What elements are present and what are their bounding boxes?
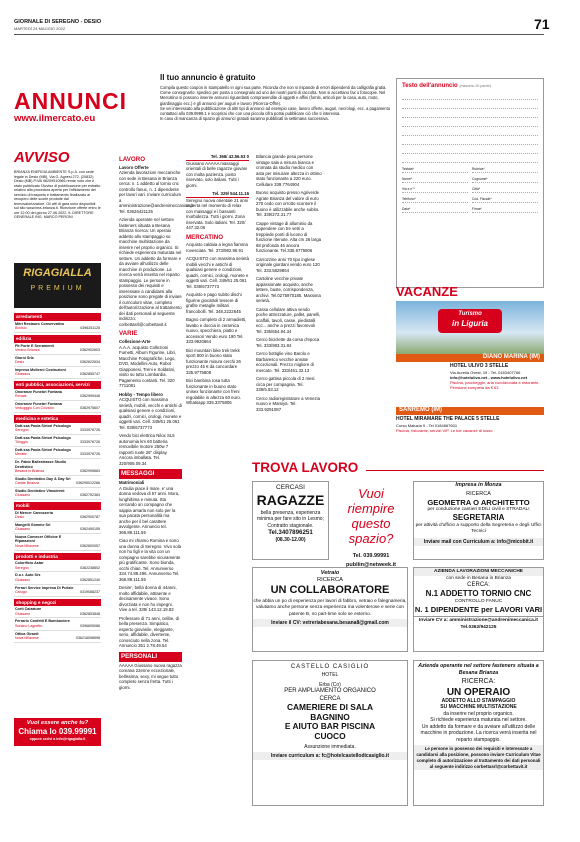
entry-location: Nova Milanese — [15, 544, 39, 549]
directory-section: mobili — [14, 502, 101, 510]
liguria-banner — [396, 301, 544, 354]
directory-entry[interactable] — [14, 618, 101, 630]
ad: Professore di 71 anni, celibe, di bella presenza. Simpatico, esperto giovanile, eleggante, serio, affidabile, divertente, conosciuto nella zona. Tel. Annuncio 351 2.78.49.54 — [119, 615, 179, 649]
field-nome[interactable]: Nome* — [402, 177, 468, 183]
entry-phone: 0362902603 — [80, 348, 100, 353]
entry-name: Ottica Girardi — [15, 631, 39, 636]
entry-location: Renate — [15, 394, 27, 399]
entry-location: Seregno — [15, 565, 29, 570]
ad: ACQUISTO con massima serietà, mobili, vecchi e antichi di qualsiasi genere e condizioni, quadri, cornici, orologi, monete e oggetti vari. Cell. 349/61 25.061 Tel. 039/6737773 — [119, 397, 182, 430]
entry-location: Nova Milanese — [15, 636, 39, 641]
entry-phone: 0362851240 — [80, 578, 100, 583]
entry-location: Giussano — [15, 493, 31, 498]
entry-phone: 0396251125 — [80, 326, 100, 331]
directory-entry[interactable] — [14, 367, 101, 379]
sub-collezione: Collezione-Arte — [119, 339, 151, 345]
phone: Tel. 366/ 42.56.53 0 — [186, 154, 249, 161]
ad-coupon-form[interactable] — [396, 78, 544, 288]
entry-phone: 0362238802 — [80, 565, 100, 570]
ad: Bici bambina rosa tutta funzionante in buono stato unisex funzionante con freni regolabile in altezza 60 euro. Whatsapp 335.3375806 — [186, 378, 241, 406]
rigagialla-logo: RIGAGIALLA PREMIUM — [14, 263, 101, 308]
free-ad-p1: Compila questo coupon in stampatello in ogni sua parte. Riconda che non si rispande di errori dipendenti da calligrafia gratia. — [160, 85, 387, 90]
entry-phone: 3333976726 — [80, 440, 100, 445]
entry-location: Carate Brianza — [15, 481, 39, 486]
field-codfiscale[interactable]: Cod. Fiscale* — [472, 197, 538, 203]
business-directory — [14, 311, 101, 643]
directory-entry[interactable] — [14, 476, 101, 488]
ad: Vendo bici elettrica Nilox SL5 autonomia km 60 batteria removibile motore 250w 7 rapporti ruote 26'' display. Ancora imballata. Tel. 320/908.09.34 — [119, 433, 175, 466]
field-telefono[interactable]: Telefono* — [402, 197, 468, 203]
directory-section: enti pubblici, associazioni, servizi — [14, 381, 101, 389]
operaio-stampaggio-ad: Azienda operante nel settore fasteners situata a Besana Brianza RICERCA: UN OPERAIO ADDETTO ALLO STAMPAGGIO SU MACCHINE MULTISTAZIONE da inserire nel proprio organico. Si richiede esperienza maturata nel settore. Un addetto da formare e da avviare all'utilizzo delle macchine in produzione. La ricerca verrà inserita nel reparto stampaggio. Le persone in possesso dei requisiti e interessate a candidarsi alla posizione, possono inviare Curriculum Vitae completo di autorizzazione al trattamento dei dati personali al seguente indirizzo corbettasrl@corbettavit.it — [413, 660, 544, 806]
section-personali: PERSONALI — [119, 652, 182, 662]
field-via[interactable]: Via e n°* — [402, 187, 468, 193]
entry-phone: 0362853848 — [80, 611, 100, 616]
ad: A.A.A. acquisto Collezioni Fumetti, Album Figurine, Libri, Macchine Fotografiche, Lego, DVD, Modellini Auto, Robot Giapponesi, Treni e Soldatini, visito su tutto Lombardia. Pagamento contanti. Tel. 320 7711081 — [119, 344, 177, 389]
directory-entry[interactable] — [14, 459, 101, 476]
ad: Cerco bottiglie vino Barolo e Barbaresco vecchie annate eccezionali. Prezzo migliore di mercato. Tel. 333/461.32.13 — [256, 351, 314, 373]
advertise-promo[interactable]: Vuoi riempire questo spazio? Tel. 039.99991 publiin@netweek.it — [334, 481, 408, 560]
ad: Cassa cellulare attiva vendo poche attrezzature, pallet, panelli, scaffali, tavoli, casse, piedistalli ecc... anche a prezzi favorevoli Tel. 335/654.94.34 — [256, 306, 321, 334]
directory-entry[interactable] — [14, 560, 101, 572]
vetraio-ad: Vetraio RICERCA UN COLLABORATORE che abbia un po di esperienza per lavori di fabbro, vetraio e falegnameria, valutiamo anche persone senza esperienza ma volenterose e serie con patente B, no part-time solo se esterno. Inviare il CV: vetreriabesana.besana8@gmail.com — [252, 567, 408, 652]
directory-entry[interactable] — [14, 631, 101, 643]
section-title-annunci: ANNUNCI — [14, 88, 128, 114]
entry-location: Desio — [15, 360, 25, 365]
field-rubrica[interactable]: Rubrica* — [472, 167, 538, 173]
coupon-line[interactable] — [402, 100, 538, 109]
entry-name: Di Mercer Carrozzeria — [15, 510, 53, 515]
entry-location: Verano Brianza — [15, 348, 40, 353]
entry-location: Besana in Brianza — [15, 469, 45, 474]
ad: A Giulia piace il mare, e' una donna vedova di 57 anni. Mora, lunghiltima e minuta. Sta cercando un compagno che sappia amarla non solo per la sua pacata personalità ma anche per il bel carattere avvolgente. Annuncio tel. 366.89.111.55 — [119, 485, 180, 535]
entry-phone: 0362855747 — [80, 372, 100, 377]
field-data[interactable]: Data* — [402, 207, 468, 213]
entry-name: D.o.r. Auto Srs — [15, 573, 41, 578]
classified-column-1 — [119, 154, 193, 693]
directory-cta[interactable]: Vuoi essere anche tu? Chiama lo 039.99991 oppure scrivi a info@rigagialla.it — [14, 718, 101, 746]
entry-phone: 036295012266 — [76, 481, 100, 486]
ad: Azienda lavorazioni meccaniche con sede in Besana in Brianza cerca: n. 1 addetto al tornio cnc controllo fanuc, n. 1 dipendente per lavori vari. Inviare curriculum a amministrazione@andrenimeccanica.it Tel. 03626421125 — [119, 170, 193, 214]
directory-entry[interactable] — [14, 510, 101, 522]
sanremo-bar: SANREMO (IM) — [396, 407, 544, 415]
entry-name: Dr. Fabio Ballestrasse Studio Dentistico — [15, 459, 67, 469]
entry-name: Mitri Restauro Conservativo — [15, 321, 65, 326]
entry-location: Soriano Lagnetto — [15, 624, 43, 629]
entry-phone: 036216098598 — [76, 636, 100, 641]
ad: Cerco radioregistratore a Venezia nuovo e Mamiya. Tel. 333.9291087 — [256, 395, 321, 412]
sub-lavoro-offerte: Lavoro Offerte — [119, 164, 149, 170]
ad: Cartoline vecchie private appassionate acquisto, anche lettere, buste, corrispondenza, archivi. Tel.0275970185. Massima serietà. — [256, 276, 321, 303]
entry-location: Desio — [15, 515, 25, 520]
coupon-line[interactable] — [402, 118, 538, 127]
entry-location: Meratie — [15, 452, 27, 457]
field-firma[interactable]: Firma* — [472, 207, 538, 213]
directory-entry[interactable] — [14, 447, 101, 459]
ad: Cappe vintage di alluminio da appendere con tre vetri a treppiede ponti di lucono di funzione ritenute. Alta cm 26 larga 68 profonda 46 ancora funzionante. Tel.335.9775806 — [256, 220, 321, 253]
avviso-text: BRIANZA ENERGIA AMBIENTE S.p.A. con sede legale in Desio (MB), Via G. Agnesi 272, (20832) Desio (MB) P.IVA 06209510966 rende noto che è stato pubblicato l'Avviso di pubblicazione per estratto relativo alla procedura aperta per l'affidamento del servizio di trasporto e trattamento finalizzato al recupero delle scorie prodotte dal termovalorizzatore. Gli atti di gara sono disponibili sul sito www.bea-brianza.it. Ricezione offerte entro le ore 12:00 del giorno 27.06.2022. IL DIRETTORE GENERALE ING. MARCO PERONI — [14, 170, 101, 220]
entry-name: Onoranze Funebri Fontana — [15, 401, 62, 406]
entry-location: Giussano — [15, 578, 31, 583]
entry-name: Dott.ssa Paola Sirtori Psicologo — [15, 423, 71, 428]
newspaper-name: GIORNALE DI SEREGNO - DESIO — [14, 19, 102, 25]
ad: Acquisto caldaia a legna fiamma rovesciata. Tel. 373/982.95.91 — [186, 242, 248, 253]
coupon-line[interactable] — [402, 91, 538, 100]
directory-entry[interactable] — [14, 355, 101, 367]
free-ad-p2: Come consegnarlo: spedisci per posta o consegnalo ad uno dei nostri punti di raccolta. Non si accettano fax o fotocopie. Nel Mercatino si possono inserire annunci riguardanti compravendite di oggetti e affini (forniti, articoli per la casa, auto, moto, giardinaggio ecc.) e gli annunci per auguri e lavoro (Ricerca-Offre). — [160, 90, 386, 106]
entry-phone: 0362975607 — [80, 406, 100, 411]
ad: Acquisto e pago subito dischi figurine giocattoli tessere di grafite metaglie militari francobolli. Tel. 348.2222645 — [186, 292, 242, 314]
entry-phone: 0319088237 — [80, 590, 100, 595]
entry-name: Studio Dentistico Day & Day Srl — [15, 476, 71, 481]
entry-location: Vedugggio Con Colzano — [15, 406, 54, 411]
directory-entry[interactable] — [14, 435, 101, 447]
directory-section: edilizia — [14, 335, 101, 343]
entry-phone: 0362752363 — [80, 493, 100, 498]
section-mercatino: MERCATINO — [186, 233, 224, 241]
entry-name: Ferrari Service Impresa Di Pulizie — [15, 585, 74, 590]
entry-location: Giussano — [15, 611, 31, 616]
directory-section: arredamenti — [14, 313, 101, 321]
directory-entry[interactable] — [14, 423, 101, 435]
page-number: 71 — [534, 16, 550, 32]
entry-name: Coloriflcio Astar — [15, 561, 44, 566]
directory-entry[interactable] — [14, 534, 101, 551]
diano-marina-bar: DIANO MARINA (IM) — [396, 354, 544, 362]
entry-name: Giorni Srls — [15, 355, 34, 360]
directory-section: shopping e negozi — [14, 599, 101, 607]
ad: Cerco gattina piccola di 2 mesi circa per compagnia. Tel. 339/5.83.12 — [256, 376, 315, 392]
sub-hobby: Hobby - Tempo libero — [119, 391, 163, 397]
entry-location: Giussano — [15, 527, 31, 532]
field-citta[interactable]: Città* — [472, 187, 538, 193]
section-vacanze: VACANZE — [396, 284, 458, 299]
field-cognome[interactable]: Cognome* — [472, 177, 538, 183]
section-varie: VARIE — [119, 330, 138, 338]
ad: Giussano AAAAA massaggi orientali di belle ragazze giovani con molta pazienza. posto riservato, solo italiani. Tutti i giorni. — [186, 160, 248, 188]
classified-column-2 — [186, 154, 249, 409]
directory-entry[interactable] — [14, 401, 101, 413]
ad: AAAAA Giussano nuova ragazza coreana 22enne eccezionale, bellissima, sexy, mi segue tutto completo senza fretta. Tutti i giorni. — [119, 662, 182, 690]
entry-name: Nuova Comecer Officine E Riparazioni — [15, 534, 62, 544]
entry-name: Mangelli Gomme Srl — [15, 522, 51, 527]
coupon-line[interactable] — [402, 145, 538, 154]
ad: Cerco biciclette da corsa d'epoca Tel. 333/983.31.84 — [256, 337, 320, 348]
phone: Tel. 329/ 544.11.16 — [186, 191, 249, 198]
directory-entry[interactable] — [14, 488, 101, 500]
section-trova-lavoro: TROVA LAVORO — [252, 460, 366, 477]
entry-name: Fit Porte E Serramenti — [15, 343, 54, 348]
entry-location: Bovisio — [15, 326, 27, 331]
directory-entry[interactable] — [14, 321, 101, 333]
entry-location: Seregno — [15, 428, 29, 433]
entry-phone: 0362900787 — [80, 515, 100, 520]
free-ad-p3: Se vei interessato alla pubblicazione di altri tipi di annunci ad esempio case, lavoro offerte, auguri, necrologi, ecc. a pagamento contattaci allo 039.9999.1 e scoprirai che con una piccola cifra potrai pubblicare ciò che ti interessa. — [160, 105, 390, 116]
section-messaggi: MESSAGGI — [119, 469, 182, 479]
coupon-line[interactable] — [402, 154, 538, 163]
ad: Bagno completo di 2 armadietti, lavabo e doccia in ceramica nuovo, specchiera, piatto e accessori Vendo euro 190 Tel. 333.9920664 — [186, 317, 247, 345]
ad: Seregno nuova orientale 21 anni esperta nel momento di relax con massaggi e i bassanti morbidezza. Tutti i giorni. Zona riservata. Solo italiani. Tel. 320/ 447.32.06 — [186, 197, 249, 230]
annunci-url[interactable]: www.ilmercato.eu — [14, 113, 96, 124]
free-ad-p4: In caso di mancanza di spazio gli annunci gratuiti saranno pubblicati la settimana successiva. — [160, 116, 329, 122]
hotel-ulivo-ad: HOTEL ULIVO 3 STELLE Via Aurelia Ovest, 19 - Tel. 0183407766 info@hotelulivo.net - www.hotelulivo.net Piscina, parcheggio, aria condizionata e ristorante. Pensione completa da € 63 — [450, 363, 540, 391]
directory-section: prodotti e industria — [14, 553, 101, 561]
entry-phone: 0362622634 — [80, 360, 100, 365]
geometra-ad: Impresa in Monza RICERCA GEOMETRA O ARCHITETTO per conduzione cantieri EDILI civili e STRADALI SEGRETARIA per attività d'ufficio a supporto della Segreteria e degli Uffici Tecnici Inviare mail con Curriculum a: info@micobit.it — [413, 481, 544, 560]
ad: Bici mountain bike trek trekk sport 800 in buono stato funzionante misura cerchi 26 prezzo 45 € da concordare 335.9775808 — [186, 347, 241, 375]
hotel-miramare-ad: HOTEL MIRAMARE THE PALACE 5 STELLE Corso Matuzia 9 - Tel 0184667601 Piscina, ristorante, servizi VIP. Le tue vacanze di lusso — [396, 416, 500, 433]
entry-name: Impresa Molterni Costruzioni — [15, 367, 66, 372]
coupon-line[interactable] — [402, 109, 538, 118]
entry-name: Dott.ssa Paola Sirtori Psicologo — [15, 447, 71, 452]
sub-matrimoniali: Matrimoniali — [119, 480, 145, 486]
free-ad-title: Il tuo annuncio è gratuito — [160, 73, 256, 82]
free-ad-info — [160, 73, 390, 121]
entry-name: Onoranze Funebri Fontana — [15, 389, 62, 394]
coupon-title: Testo dell'annuncio (massimo 20 parole) — [402, 83, 492, 89]
ad: Azienda operante nel settore fasteners situata a Besana Brianza ricerca: Un operaio addetto allo stampaggio su macchine multistazione da inserire nel proprio organico. Si richiede esperienza maturata nel settore. Un addetto da formare e da avviare all'utilizzo delle macchine in produzione. La ricerca verrà inserita nel reparto stampaggio. Le persone in possesso dei requisiti e interessate a candidarsi alla posizione sono pregate di inviare il curriculum vitae, completo dell'autorizzazione al trattamento dei dati personali al seguente indirizzo: corbettasrl@corbettavit.it — [119, 217, 182, 327]
cercasi-ragazze-ad: CERCASI RAGAZZE bella presenza, esperienza minima per fare sito in Lesmo; Contratto stagionale. Tel.3407896251 (08.30-12.00) — [252, 481, 329, 560]
entry-name: Dott.ssa Paola Sirtori Psicologo — [15, 435, 71, 440]
entry-phone: 3333976726 — [80, 428, 100, 433]
entry-phone: 3333976726 — [80, 452, 100, 457]
coupon-line[interactable] — [402, 127, 538, 136]
ad: Buono acquisto presso Agriverde Agrate Brianza del valore di euro 270 cedo con orrotto scontore il buono è utilizzabile anche subito. Tel. 339/272.31.77 — [256, 190, 320, 217]
ad: Desire', bella donna di 44anni, molto affidabile, attraente e decisamente vivace. Sono divorziata e non ho impegni. Vive a tel. 339/ 143.12.19.83 — [119, 585, 177, 613]
turismo-badge: Turismo in Liguria — [438, 309, 502, 333]
entry-name: Ferrario Confetti E Bomboniere — [15, 619, 70, 624]
directory-entry[interactable] — [14, 606, 101, 618]
entry-location: Triuggio — [15, 440, 28, 445]
tornio-cnc-ad: AZIENDA LAVORAZIONI MECCANICHE con sede in Besana in Brianza CERCA: N.1 ADDETTO TORNIO CNC CONTROLLO FANUC N. 1 DIPENDENTE per LAVORI VARI Inviare CV a: amministrazione@andrenimeccanica.it Tel.0362/942125 — [413, 567, 544, 652]
section-lavoro: LAVORO — [119, 156, 146, 163]
entry-name: Corti Calzature — [15, 607, 42, 612]
ad: Carrozzine anni 70 tipo inglese originale giordani vendo euro 120 Tel. 333.5829864 — [256, 256, 320, 273]
entry-name: Studio Dentistico Vimodrent — [15, 488, 65, 493]
ad: Ciao mi chiamo Romina e sono una donna di Seregno. Vivo sola non ho figli e la vita con un compagno sarebbe sicuramente più gratificante. Sono bionda, occhi chiari. Tel. Annunverso 334.74.88.496. Annunverso Tel. 366.89.111.55 — [119, 538, 182, 582]
directory-entry[interactable] — [14, 389, 101, 401]
entry-phone: 0362995663 — [80, 469, 100, 474]
castello-casiglio-ad: CASTELLO CASIGLIO HOTEL Erba (Co) PER AMPLIAMENTO ORGANICO CERCA CAMERIERE DI SALA BAGNINO E AIUTO BAR PISCINA CUOCO Assunzione immediata. Inviare curriculum a: fc@hotelcastellodicasiglio.it — [252, 660, 408, 806]
entry-phone: 0396605086 — [80, 624, 100, 629]
directory-entry[interactable] — [14, 585, 101, 597]
entry-phone: 0362490155 — [80, 527, 100, 532]
field-testata[interactable]: Testata* — [402, 167, 468, 173]
header-rule — [14, 34, 544, 35]
directory-section: medicina e estetica — [14, 415, 101, 423]
ad: Bilancia grande pesa persone vintage sala a misura bianca e cromata da studio medico con asta per misurare altezza in ottimo stato funzionante a 220 euro. Cellulare 339.7764904 — [256, 154, 322, 187]
entry-phone: 0362800057 — [80, 544, 100, 549]
coupon-line[interactable] — [402, 136, 538, 145]
directory-entry[interactable] — [14, 343, 101, 355]
issue-date: MARTEDÌ 24 MAGGIO 2022 — [14, 26, 66, 31]
classified-column-3 — [256, 154, 322, 415]
directory-entry[interactable] — [14, 572, 101, 584]
entry-phone: 0362999446 — [80, 394, 100, 399]
entry-location: Carugo — [15, 590, 27, 595]
directory-entry[interactable] — [14, 522, 101, 534]
avviso-title: AVVISO — [14, 149, 70, 166]
ad: ACQUISTO con massima serietà mobili vecchi e antichi di qualsiasi genere e condizioni, quadri, cornici, orologi, monete e oggetti vari. Cell. 349/61 25.061 Tel. 039/6737773 — [186, 256, 249, 289]
entry-location: Giussano — [15, 372, 31, 377]
